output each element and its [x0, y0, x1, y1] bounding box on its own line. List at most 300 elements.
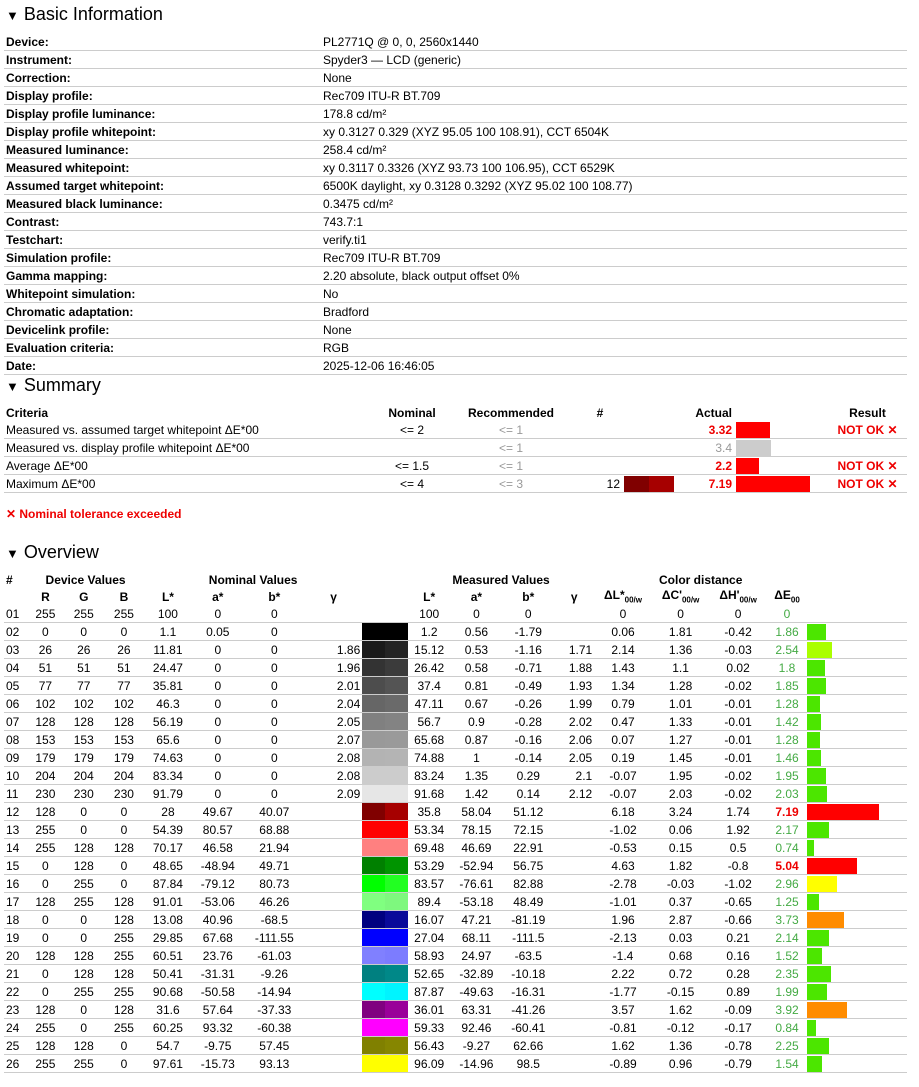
ov-ma: 1.42 — [450, 785, 502, 803]
ov-num: 08 — [4, 731, 27, 749]
ov-de: 2.03 — [767, 785, 807, 803]
ov-b: 128 — [104, 893, 144, 911]
ov-gamma: 2.07 — [305, 731, 362, 749]
ov-ml: 87.87 — [408, 983, 451, 1001]
ov-dl: 6.18 — [594, 803, 652, 821]
overview-row — [4, 767, 907, 785]
info-value: 0.3475 cd/m² — [321, 195, 907, 213]
ov-r: 230 — [27, 785, 64, 803]
ov-mb: -0.14 — [502, 749, 554, 767]
ov-mgamma — [554, 839, 594, 857]
overview-col-gamma: γ — [330, 589, 337, 604]
ov-gamma — [305, 875, 362, 893]
ov-de: 1.46 — [767, 749, 807, 767]
overview-row — [4, 1019, 907, 1037]
ov-gamma: 2.01 — [305, 677, 362, 695]
info-key: Measured whitepoint: — [4, 159, 321, 177]
summary-recommended: <= 1 — [444, 439, 578, 457]
ov-mb: 82.88 — [502, 875, 554, 893]
ov-b: 102 — [104, 695, 144, 713]
ov-l: 50.41 — [144, 965, 192, 983]
overview-row — [4, 677, 907, 695]
ov-bar-cell — [807, 641, 907, 659]
ov-mb: -0.71 — [502, 659, 554, 677]
ov-dl: 0.79 — [594, 695, 652, 713]
ov-b: 0 — [104, 821, 144, 839]
ov-de: 3.92 — [767, 1001, 807, 1019]
count-swatch — [624, 476, 674, 492]
ov-gamma — [305, 947, 362, 965]
ov-dl: 1.62 — [594, 1037, 652, 1055]
ov-mb: -63.5 — [502, 947, 554, 965]
ov-mgamma: 2.1 — [554, 767, 594, 785]
info-value: verify.ti1 — [321, 231, 907, 249]
ov-l: 91.79 — [144, 785, 192, 803]
ov-de-bar — [807, 1056, 822, 1072]
ov-de-bar — [807, 642, 832, 658]
summary-col-count-swatch — [622, 404, 682, 421]
summary-row — [4, 457, 907, 475]
ov-swatch — [362, 605, 408, 623]
info-row — [4, 357, 907, 375]
summary-count-swatch-cell — [622, 457, 682, 475]
ov-ma: 1.35 — [450, 767, 502, 785]
ov-gamma: 1.86 — [305, 641, 362, 659]
ov-bar-cell — [807, 821, 907, 839]
ov-swatch — [362, 1037, 408, 1055]
ov-num: 12 — [4, 803, 27, 821]
ov-swatch — [362, 983, 408, 1001]
info-value: 2025-12-06 16:46:05 — [321, 357, 907, 375]
ov-num: 05 — [4, 677, 27, 695]
info-value: 178.8 cd/m² — [321, 105, 907, 123]
info-row — [4, 141, 907, 159]
summary-bar — [736, 476, 810, 492]
ov-dh: 0.28 — [709, 965, 767, 983]
ov-l: 13.08 — [144, 911, 192, 929]
ov-bstar: -9.26 — [244, 965, 305, 983]
ov-de-bar — [807, 984, 827, 1000]
ov-gamma — [305, 605, 362, 623]
overview-row — [4, 749, 907, 767]
summary-criteria: Measured vs. display profile whitepoint ΔE*00 — [4, 439, 380, 457]
ov-gamma — [305, 803, 362, 821]
ov-r: 0 — [27, 929, 64, 947]
ov-de: 1.42 — [767, 713, 807, 731]
ov-b: 128 — [104, 911, 144, 929]
ov-ma: -14.96 — [450, 1055, 502, 1073]
ov-ma: 24.97 — [450, 947, 502, 965]
ov-dh: -0.42 — [709, 623, 767, 641]
ov-dh: -0.8 — [709, 857, 767, 875]
ov-r: 102 — [27, 695, 64, 713]
ov-de-bar — [807, 804, 879, 820]
summary-heading: Summary — [23, 375, 101, 395]
ov-swatch — [362, 623, 408, 641]
ov-mb: 72.15 — [502, 821, 554, 839]
overview-row — [4, 731, 907, 749]
ov-ml: 53.34 — [408, 821, 451, 839]
ov-swatch — [362, 641, 408, 659]
ov-dl: 0.47 — [594, 713, 652, 731]
ov-g: 255 — [64, 605, 104, 623]
ov-g: 255 — [64, 1055, 104, 1073]
ov-g: 255 — [64, 875, 104, 893]
ov-ma: 0.58 — [450, 659, 502, 677]
ov-bstar: -61.03 — [244, 947, 305, 965]
ov-de: 0 — [767, 605, 807, 623]
overview-row — [4, 659, 907, 677]
info-key: Display profile whitepoint: — [4, 123, 321, 141]
ov-de: 2.54 — [767, 641, 807, 659]
ov-dh: -0.66 — [709, 911, 767, 929]
overview-row — [4, 803, 907, 821]
ov-mgamma — [554, 857, 594, 875]
overview-row — [4, 695, 907, 713]
ov-ma: 68.11 — [450, 929, 502, 947]
ov-num: 09 — [4, 749, 27, 767]
ov-de-bar — [807, 894, 819, 910]
summary-actual: 3.32 — [682, 421, 734, 439]
info-value: PL2771Q @ 0, 0, 2560x1440 — [321, 33, 907, 51]
info-key: Gamma mapping: — [4, 267, 321, 285]
ov-gamma — [305, 965, 362, 983]
ov-bstar: 0 — [244, 659, 305, 677]
ov-dh: -0.03 — [709, 641, 767, 659]
info-row — [4, 339, 907, 357]
overview-row — [4, 857, 907, 875]
ov-g: 0 — [64, 803, 104, 821]
ov-r: 0 — [27, 965, 64, 983]
ov-bstar: 46.26 — [244, 893, 305, 911]
ov-r: 77 — [27, 677, 64, 695]
ov-mb: 0.14 — [502, 785, 554, 803]
ov-bar-cell — [807, 1001, 907, 1019]
ov-mb: -81.19 — [502, 911, 554, 929]
ov-a: 46.58 — [192, 839, 244, 857]
ov-ma: 0 — [450, 605, 502, 623]
summary-actual: 2.2 — [682, 457, 734, 475]
overview-heading: Overview — [23, 542, 99, 562]
info-key: Assumed target whitepoint: — [4, 177, 321, 195]
ov-dh: -0.01 — [709, 713, 767, 731]
ov-b: 77 — [104, 677, 144, 695]
ov-bstar: 0 — [244, 641, 305, 659]
overview-col-r: R — [41, 589, 50, 604]
ov-de: 2.35 — [767, 965, 807, 983]
overview-row — [4, 641, 907, 659]
ov-de-bar — [807, 966, 831, 982]
ov-bar-cell — [807, 965, 907, 983]
ov-l: 87.84 — [144, 875, 192, 893]
ov-mb: 98.5 — [502, 1055, 554, 1073]
ov-swatch — [362, 1019, 408, 1037]
ov-dc: 0.96 — [652, 1055, 710, 1073]
ov-a: 40.96 — [192, 911, 244, 929]
summary-bar — [736, 422, 770, 438]
ov-dc: 1.45 — [652, 749, 710, 767]
ov-swatch — [362, 947, 408, 965]
ov-bstar: 0 — [244, 605, 305, 623]
overview-group-device: Device Values — [45, 572, 126, 587]
summary-col-bar — [734, 404, 828, 421]
summary-col-recommended: Recommended — [467, 405, 555, 420]
ov-de: 2.17 — [767, 821, 807, 839]
ov-de-bar — [807, 750, 821, 766]
ov-dl: -2.13 — [594, 929, 652, 947]
info-key: Display profile: — [4, 87, 321, 105]
ov-dc: 0.06 — [652, 821, 710, 839]
summary-bar-cell — [734, 421, 828, 439]
ov-gamma: 2.04 — [305, 695, 362, 713]
ov-ml: 74.88 — [408, 749, 451, 767]
summary-count-swatch-cell — [622, 475, 682, 493]
ov-ma: 0.67 — [450, 695, 502, 713]
ov-num: 15 — [4, 857, 27, 875]
triangle-down-icon: ▼ — [6, 379, 19, 394]
ov-ma: 63.31 — [450, 1001, 502, 1019]
summary-count-swatch-cell — [622, 421, 682, 439]
ov-ml: 1.2 — [408, 623, 451, 641]
ov-g: 204 — [64, 767, 104, 785]
summary-result: NOT OK ✕ — [828, 457, 907, 475]
ov-ml: 15.12 — [408, 641, 451, 659]
ov-num: 22 — [4, 983, 27, 1001]
ov-bar-cell — [807, 605, 907, 623]
overview-col-mb: b* — [522, 589, 535, 604]
summary-count: 12 — [578, 475, 622, 493]
ov-dc: 0.72 — [652, 965, 710, 983]
info-key: Simulation profile: — [4, 249, 321, 267]
overview-table — [4, 571, 907, 1073]
ov-dc: 2.87 — [652, 911, 710, 929]
ov-g: 255 — [64, 893, 104, 911]
overview-row — [4, 821, 907, 839]
ov-dc: 0.68 — [652, 947, 710, 965]
tolerance-warning: ✕ Nominal tolerance exceeded — [6, 507, 182, 521]
ov-l: 100 — [144, 605, 192, 623]
ov-mgamma — [554, 821, 594, 839]
info-value: 6500K daylight, xy 0.3128 0.3292 (XYZ 95.02 100 108.77) — [321, 177, 907, 195]
ov-de-bar — [807, 1002, 847, 1018]
ov-bstar: -37.33 — [244, 1001, 305, 1019]
ov-a: -31.31 — [192, 965, 244, 983]
info-key: Device: — [4, 33, 321, 51]
overview-sub-swatch — [362, 588, 408, 605]
ov-num: 20 — [4, 947, 27, 965]
overview-sub-bar — [807, 588, 907, 605]
ov-mgamma — [554, 983, 594, 1001]
summary-recommended: <= 1 — [444, 457, 578, 475]
ov-dc: 2.03 — [652, 785, 710, 803]
ov-r: 0 — [27, 875, 64, 893]
ov-dh: 1.74 — [709, 803, 767, 821]
ov-b: 26 — [104, 641, 144, 659]
ov-de: 1.85 — [767, 677, 807, 695]
basic-info-heading: Basic Information — [23, 4, 163, 24]
ov-dc: 1.28 — [652, 677, 710, 695]
ov-gamma: 2.08 — [305, 767, 362, 785]
ov-dc: 0.37 — [652, 893, 710, 911]
ov-dc: 1.82 — [652, 857, 710, 875]
ov-bar-cell — [807, 983, 907, 1001]
ov-l: 11.81 — [144, 641, 192, 659]
ov-ma: 46.69 — [450, 839, 502, 857]
ov-a: 93.32 — [192, 1019, 244, 1037]
overview-group-nominal: Nominal Values — [208, 572, 298, 587]
ov-bar-cell — [807, 857, 907, 875]
overview-row — [4, 1001, 907, 1019]
ov-swatch — [362, 839, 408, 857]
ov-de-bar — [807, 624, 826, 640]
ov-bar-cell — [807, 623, 907, 641]
ov-l: 31.6 — [144, 1001, 192, 1019]
basic-info-toggle[interactable] — [6, 3, 163, 27]
overview-col-g: G — [79, 589, 89, 604]
ov-mb: 62.66 — [502, 1037, 554, 1055]
ov-bstar: 21.94 — [244, 839, 305, 857]
ov-mgamma — [554, 803, 594, 821]
summary-bar — [736, 458, 759, 474]
info-row — [4, 159, 907, 177]
ov-bstar: 0 — [244, 731, 305, 749]
ov-a: 0 — [192, 713, 244, 731]
ov-ml: 37.4 — [408, 677, 451, 695]
ov-l: 74.63 — [144, 749, 192, 767]
summary-col-criteria: Criteria — [6, 405, 49, 420]
ov-dl: -0.53 — [594, 839, 652, 857]
info-value: 743.7:1 — [321, 213, 907, 231]
ov-bar-cell — [807, 947, 907, 965]
ov-mgamma: 2.02 — [554, 713, 594, 731]
ov-g: 102 — [64, 695, 104, 713]
ov-num: 10 — [4, 767, 27, 785]
ov-gamma: 2.05 — [305, 713, 362, 731]
overview-row — [4, 623, 907, 641]
ov-r: 128 — [27, 1001, 64, 1019]
overview-group-distance: Color distance — [659, 572, 743, 587]
summary-nominal: <= 1.5 — [380, 457, 444, 475]
ov-r: 128 — [27, 947, 64, 965]
overview-col-de: $\Delta E_{00}$ — [774, 588, 800, 605]
ov-ml: 69.48 — [408, 839, 451, 857]
ov-swatch — [362, 821, 408, 839]
ov-dl: -0.81 — [594, 1019, 652, 1037]
summary-col-count: # — [596, 405, 604, 420]
overview-row — [4, 911, 907, 929]
ov-dc: 0.03 — [652, 929, 710, 947]
ov-gamma: 2.08 — [305, 749, 362, 767]
info-value: No — [321, 285, 907, 303]
overview-col-a: a* — [212, 589, 224, 604]
ov-mb: -16.31 — [502, 983, 554, 1001]
summary-bar — [736, 440, 771, 456]
ov-r: 128 — [27, 1037, 64, 1055]
ov-num: 24 — [4, 1019, 27, 1037]
ov-de-bar — [807, 858, 857, 874]
ov-de: 1.52 — [767, 947, 807, 965]
ov-num: 23 — [4, 1001, 27, 1019]
ov-dl: 1.43 — [594, 659, 652, 677]
ov-num: 06 — [4, 695, 27, 713]
ov-de-bar — [807, 678, 826, 694]
ov-ml: 16.07 — [408, 911, 451, 929]
summary-count — [578, 421, 622, 439]
ov-mgamma: 1.71 — [554, 641, 594, 659]
ov-dc: 1.95 — [652, 767, 710, 785]
info-row — [4, 303, 907, 321]
overview-col-l: L* — [161, 589, 174, 604]
ov-dc: -0.15 — [652, 983, 710, 1001]
ov-b: 128 — [104, 839, 144, 857]
summary-table — [4, 404, 907, 493]
info-key: Correction: — [4, 69, 321, 87]
ov-ml: 53.29 — [408, 857, 451, 875]
ov-mb: -111.5 — [502, 929, 554, 947]
ov-ma: 58.04 — [450, 803, 502, 821]
ov-ma: -76.61 — [450, 875, 502, 893]
ov-r: 0 — [27, 983, 64, 1001]
ov-ma: 0.56 — [450, 623, 502, 641]
ov-r: 26 — [27, 641, 64, 659]
ov-dh: 0.5 — [709, 839, 767, 857]
info-row — [4, 321, 907, 339]
ov-r: 179 — [27, 749, 64, 767]
ov-l: 97.61 — [144, 1055, 192, 1073]
triangle-down-icon: ▼ — [6, 546, 19, 561]
overview-col-dh: $\Delta H'_{00/w}$ — [719, 588, 757, 605]
ov-ma: 92.46 — [450, 1019, 502, 1037]
ov-mgamma: 1.88 — [554, 659, 594, 677]
ov-gamma — [305, 911, 362, 929]
ov-dh: 0.16 — [709, 947, 767, 965]
ov-bar-cell — [807, 875, 907, 893]
overview-col-ma: a* — [470, 589, 483, 604]
ov-g: 179 — [64, 749, 104, 767]
ov-num: 26 — [4, 1055, 27, 1073]
ov-bstar: 0 — [244, 713, 305, 731]
ov-mgamma — [554, 965, 594, 983]
ov-dh: -0.65 — [709, 893, 767, 911]
ov-bstar: -14.94 — [244, 983, 305, 1001]
ov-num: 16 — [4, 875, 27, 893]
summary-toggle[interactable] — [6, 374, 101, 398]
triangle-down-icon: ▼ — [6, 8, 19, 23]
ov-dh: -0.78 — [709, 1037, 767, 1055]
ov-mb: -1.79 — [502, 623, 554, 641]
summary-count — [578, 439, 622, 457]
ov-swatch — [362, 1055, 408, 1073]
summary-row — [4, 475, 907, 493]
overview-toggle[interactable] — [6, 541, 99, 565]
ov-ma: -52.94 — [450, 857, 502, 875]
overview-col-dl: $\Delta L*_{00/w}$ — [604, 588, 642, 605]
ov-bstar: -68.5 — [244, 911, 305, 929]
ov-a: 0 — [192, 659, 244, 677]
ov-g: 0 — [64, 929, 104, 947]
ov-gamma — [305, 1037, 362, 1055]
ov-mb: -60.41 — [502, 1019, 554, 1037]
ov-de-bar — [807, 876, 837, 892]
ov-l: 90.68 — [144, 983, 192, 1001]
ov-b: 128 — [104, 965, 144, 983]
ov-num: 03 — [4, 641, 27, 659]
ov-mb: -10.18 — [502, 965, 554, 983]
ov-dh: -0.01 — [709, 749, 767, 767]
ov-num: 07 — [4, 713, 27, 731]
ov-num: 18 — [4, 911, 27, 929]
info-value: 2.20 absolute, black output offset 0% — [321, 267, 907, 285]
